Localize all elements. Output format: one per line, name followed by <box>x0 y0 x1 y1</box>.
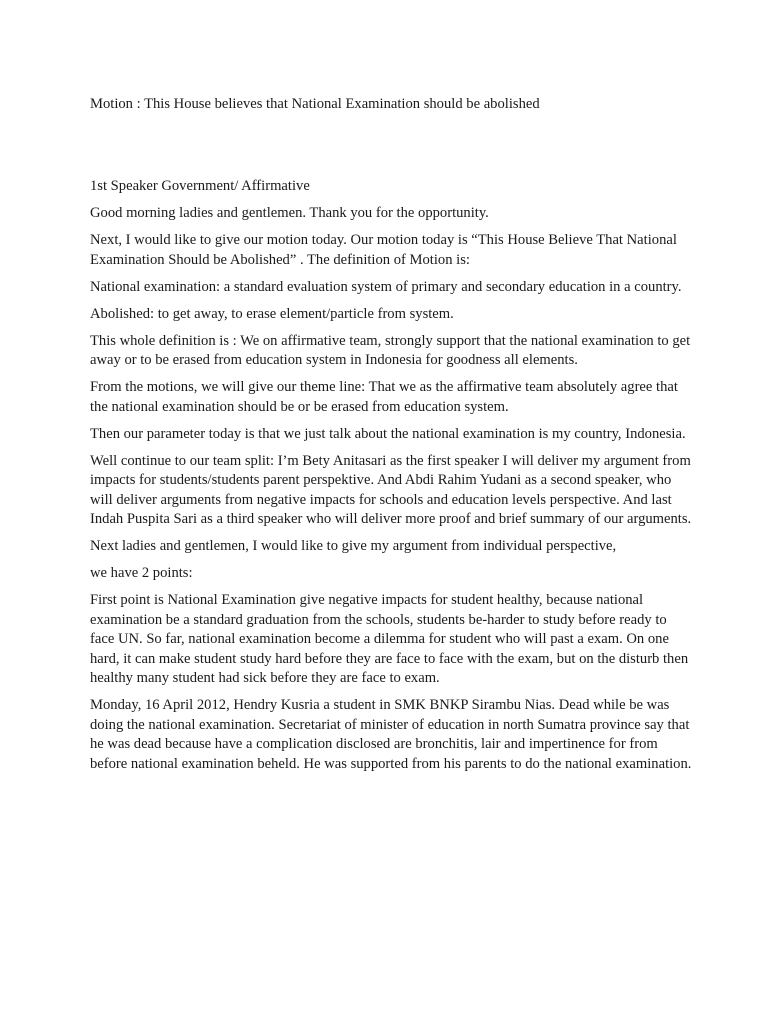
motion-heading: Motion : This House believes that National Examination should be abolished <box>90 96 540 112</box>
paragraph-parameter: Then our parameter today is that we just talk about the national examination is my country, Indonesia. <box>90 425 686 442</box>
paragraph-team-split: Well continue to our team split: I’m Bety Anitasari as the first speaker I will deliver my argument from impacts for students/students parent perspektive. And Abdi Rahim Yudani as a second speaker, who will deliver arguments from negative impacts for schools and education levels perspective. And last Indah Puspita Sari as a third speaker who will deliver more proof and brief summary of our arguments. <box>90 452 692 527</box>
speaker-heading: 1st Speaker Government/ Affirmative <box>90 178 310 194</box>
paragraph-points-count: we have 2 points: <box>90 565 193 581</box>
paragraph-first-point: First point is National Examination give negative impacts for student healthy, because national examination be a standard graduation from the schools, students be-harder to study before ready to face UN. So far, national examination become a dilemma for student who will past a exam. On one hard, it can make student study hard before they are face to face with the exam, but on the disturb then healthy many student had sick before they are face to exam. <box>90 592 689 686</box>
paragraph-definition-national-exam: National examination: a standard evaluation system of primary and secondary education in a country. <box>90 278 682 295</box>
paragraph-theme-line: From the motions, we will give our theme line: That we as the affirmative team absolutely agree that the national examination should be or be erased from education system. <box>90 379 678 415</box>
paragraph-whole-definition: This whole definition is : We on affirmative team, strongly support that the national examination to get away or to be erased from education system in Indonesia for goodness all elements. <box>90 332 691 368</box>
paragraph-motion-intro: Next, I would like to give our motion today. Our motion today is “This House Believe That National Examination Should be Abolished” . The definition of Motion is: <box>90 232 677 268</box>
paragraph-example: Monday, 16 April 2012, Hendry Kusria a student in SMK BNKP Sirambu Nias. Dead while be was doing the national examination. Secretariat of minister of education in north Sumatra province say that he was dead because have a complication disclosed are bronchitis, lair and impertinence for from before national examination beheld. He was supported from his parents to do the national examination. <box>90 697 692 772</box>
paragraph-greeting: Good morning ladies and gentlemen. Thank you for the opportunity. <box>90 205 489 221</box>
paragraph-definition-abolished: Abolished: to get away, to erase element/particle from system. <box>90 305 454 322</box>
paragraph-argument-intro: Next ladies and gentlemen, I would like to give my argument from individual perspective, <box>90 538 617 554</box>
document-body <box>90 177 692 782</box>
